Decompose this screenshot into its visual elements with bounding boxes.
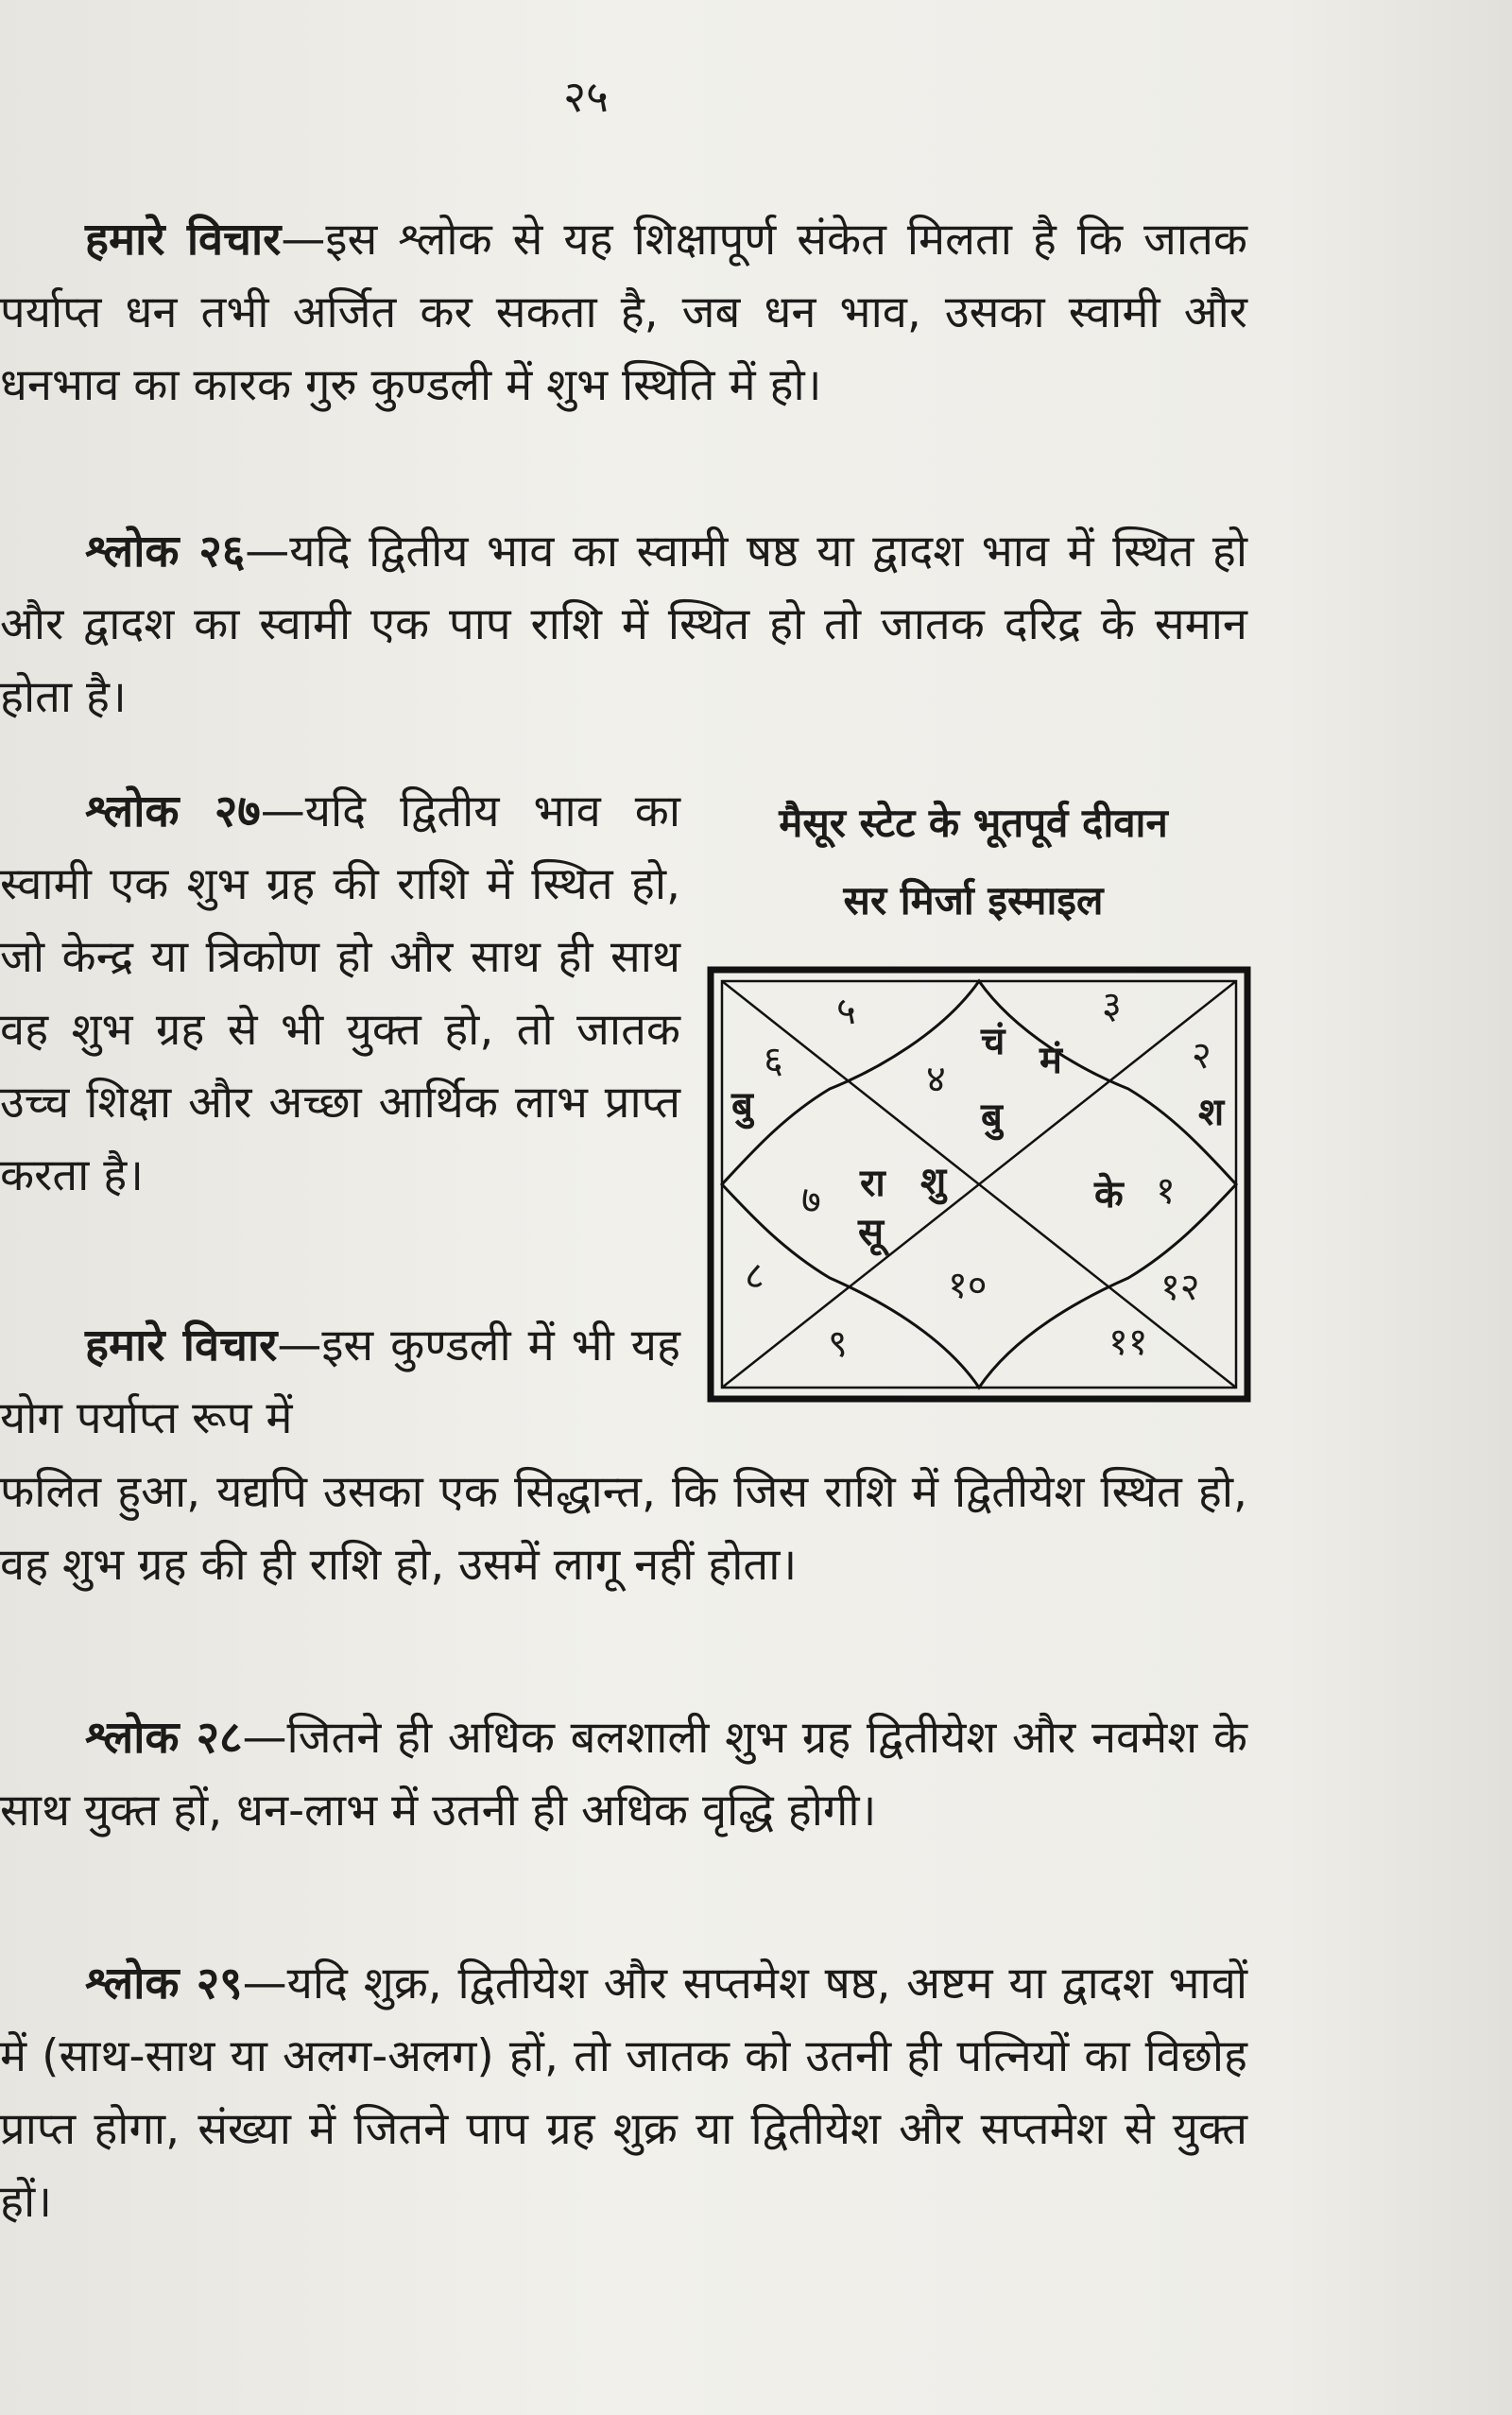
page-number: २५ — [563, 71, 609, 122]
paragraph-label: हमारे विचार — [85, 214, 282, 266]
paragraph-our-views-1 — [0, 203, 1247, 422]
paragraph-shloka-29 — [0, 1947, 1247, 2238]
planet-budh: बु — [981, 1095, 1003, 1139]
chart-caption-line2: सर मिर्जा इस्माइल — [843, 877, 1104, 923]
house-number: ७ — [801, 1179, 821, 1222]
paragraph-text: फलित हुआ, यद्यपि उसका एक सिद्धान्त, कि जिस राशि में द्वितीयेश स्थित हो, वह शुभ ग्रह की ही राशि हो, उसमें लागू नहीं होता। — [0, 1466, 1247, 1591]
paragraph-label: श्लोक २८ — [85, 1712, 243, 1764]
planet-mangal: मं — [1040, 1039, 1062, 1082]
house-number: ३ — [1102, 984, 1122, 1027]
house-number: २ — [1192, 1034, 1211, 1078]
paragraph-label: श्लोक २६ — [85, 526, 246, 578]
paragraph-our-views-2-continued — [0, 1456, 1247, 1601]
planet-chandra: चं — [981, 1020, 1005, 1063]
house-number: ४ — [926, 1058, 946, 1101]
paragraph-label: हमारे विचार — [85, 1320, 278, 1371]
paragraph-text: —जितने ही अधिक बलशाली शुभ ग्रह द्वितीयेश और नवमेश के साथ युक्त हों, धन-लाभ में उतनी ही अधिक वृद्धि होगी। — [0, 1712, 1247, 1837]
chart-caption-line1: मैसूर स्टेट के भूतपूर्व दीवान — [779, 800, 1168, 846]
planet-surya: सू — [858, 1211, 885, 1254]
paragraph-shloka-26 — [0, 515, 1247, 733]
house-number: ८ — [745, 1254, 765, 1298]
planet-shani: श — [1198, 1091, 1225, 1134]
paragraph-shloka-27 — [0, 775, 680, 1212]
house-number: १ — [1156, 1169, 1176, 1213]
paragraph-text: —इस कुण्डली में भी यह योग पर्याप्त रूप में — [0, 1320, 680, 1444]
paragraph-text: —यदि शुक्र, द्वितीयेश और सप्तमेश षष्ठ, अष्टम या द्वादश भावों में (साथ-साथ या अलग-अलग) हों, तो जातक को उतनी ही पत्नियों का विछोह प्राप्त होगा, संख्या में जितने पाप ग्रह शुक्र या द्वितीयेश और सप्तमेश से युक्त हों। — [0, 1958, 1247, 2228]
house-number: ५ — [836, 990, 856, 1033]
paragraph-label: श्लोक २९ — [85, 1958, 243, 2010]
house-number: ९ — [828, 1322, 848, 1366]
planet-rahu: रा — [860, 1162, 885, 1205]
paragraph-label: श्लोक २७ — [85, 785, 261, 837]
paragraph-shloka-28 — [0, 1701, 1247, 1847]
house-number: ११ — [1108, 1320, 1148, 1364]
paragraph-text: —इस श्लोक से यह शिक्षापूर्ण संकेत मिलता है कि जातक पर्याप्त धन तभी अर्जित कर सकता है, जब धन भाव, उसका स्वामी और धनभाव का कारक गुरु कुण्डली में शुभ स्थिति में हो। — [0, 214, 1247, 411]
paragraph-text: —यदि द्वितीय भाव का स्वामी एक शुभ ग्रह की राशि में स्थित हो, जो केन्द्र या त्रिकोण हो और साथ ही साथ वह शुभ ग्रह से भी युक्त हो, तो जातक उच्च शिक्षा और अच्छा आर्थिक लाभ प्राप्त करता है। — [0, 785, 680, 1201]
house-number: १२ — [1160, 1266, 1200, 1309]
paragraph-our-views-2 — [0, 1309, 680, 1455]
horoscope-chart — [707, 966, 1251, 1403]
paragraph-text: —यदि द्वितीय भाव का स्वामी षष्ठ या द्वादश भाव में स्थित हो और द्वादश का स्वामी एक पाप राशि में स्थित हो तो जातक दरिद्र के समान होता है। — [0, 526, 1248, 723]
planet-budh: बु — [731, 1084, 753, 1128]
planet-ketu: के — [1094, 1173, 1124, 1216]
house-number: १० — [948, 1264, 988, 1307]
planet-shukra: शु — [920, 1160, 947, 1203]
house-number: ६ — [764, 1039, 783, 1082]
